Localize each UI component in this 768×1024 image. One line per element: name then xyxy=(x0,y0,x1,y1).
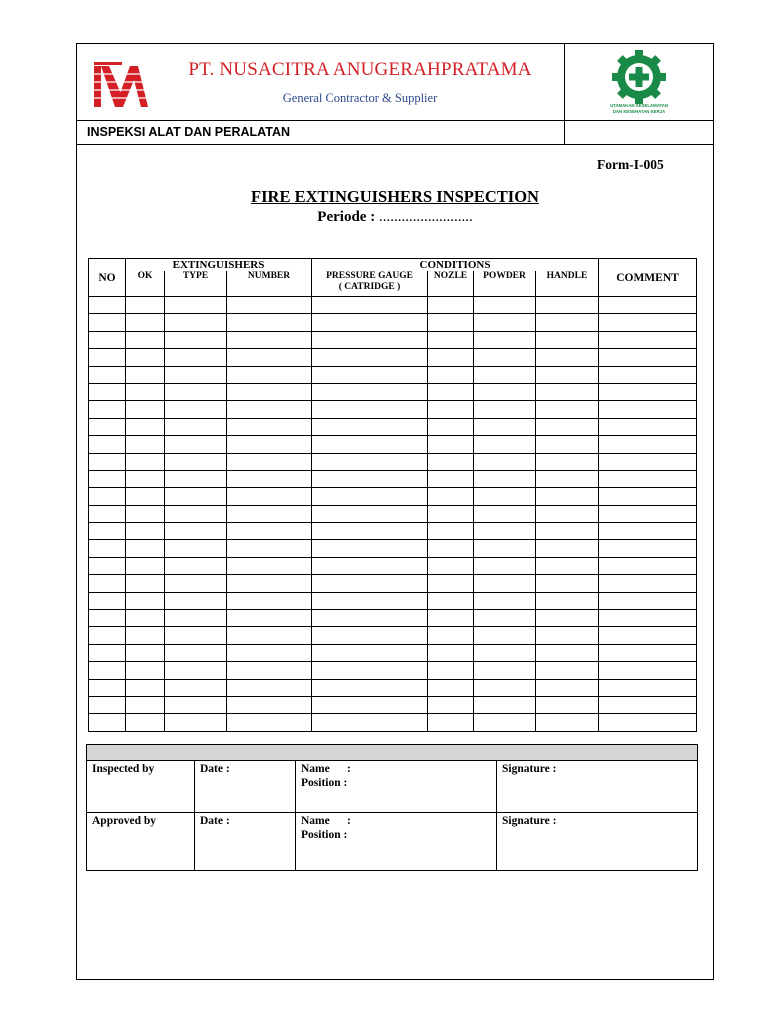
table-cell[interactable] xyxy=(165,297,227,314)
table-cell[interactable] xyxy=(599,610,697,627)
table-cell[interactable] xyxy=(227,540,312,557)
table-cell[interactable] xyxy=(536,314,599,331)
inspected-date-field[interactable] xyxy=(195,761,296,813)
signature-label: Signature : xyxy=(502,763,557,775)
table-cell[interactable] xyxy=(165,523,227,540)
table-cell[interactable] xyxy=(599,523,697,540)
position-label: Position : xyxy=(301,777,348,789)
table-row xyxy=(89,436,697,453)
table-row xyxy=(89,383,697,400)
table-cell[interactable] xyxy=(536,297,599,314)
table-row xyxy=(89,557,697,574)
table-cell[interactable] xyxy=(536,505,599,522)
table-cell[interactable] xyxy=(536,436,599,453)
table-cell[interactable] xyxy=(89,557,126,574)
company-tagline: General Contractor & Supplier xyxy=(282,91,438,105)
table-cell[interactable] xyxy=(312,557,428,574)
table-cell[interactable] xyxy=(227,314,312,331)
table-cell[interactable] xyxy=(428,297,474,314)
signoff-header-bar xyxy=(87,745,698,761)
col-number-header: NUMBER xyxy=(227,271,312,297)
table-cell[interactable] xyxy=(89,575,126,592)
name-label: Name : xyxy=(301,763,351,775)
table-cell[interactable] xyxy=(474,610,536,627)
table-cell[interactable] xyxy=(599,453,697,470)
table-cell[interactable] xyxy=(536,662,599,679)
table-cell[interactable] xyxy=(599,557,697,574)
table-cell[interactable] xyxy=(227,349,312,366)
table-cell[interactable] xyxy=(126,470,165,487)
col-no-header: NO xyxy=(89,259,126,297)
table-cell[interactable] xyxy=(89,383,126,400)
table-row xyxy=(89,662,697,679)
table-cell[interactable] xyxy=(165,679,227,696)
table-row xyxy=(89,453,697,470)
table-cell[interactable] xyxy=(599,366,697,383)
table-cell[interactable] xyxy=(428,488,474,505)
table-cell[interactable] xyxy=(227,453,312,470)
table-cell[interactable] xyxy=(428,401,474,418)
table-cell[interactable] xyxy=(227,383,312,400)
table-cell[interactable] xyxy=(536,679,599,696)
table-cell[interactable] xyxy=(599,714,697,731)
table-cell[interactable] xyxy=(165,436,227,453)
table-cell[interactable] xyxy=(312,366,428,383)
table-cell[interactable] xyxy=(474,505,536,522)
table-cell[interactable] xyxy=(89,349,126,366)
table-cell[interactable] xyxy=(312,696,428,713)
inspection-table-wrap xyxy=(88,258,697,732)
table-cell[interactable] xyxy=(474,349,536,366)
table-cell[interactable] xyxy=(89,297,126,314)
group-conditions-header: CONDITIONS xyxy=(312,259,599,272)
table-cell[interactable] xyxy=(428,314,474,331)
table-cell[interactable] xyxy=(474,557,536,574)
table-cell[interactable] xyxy=(126,679,165,696)
table-cell[interactable] xyxy=(126,297,165,314)
table-cell[interactable] xyxy=(599,575,697,592)
table-cell[interactable] xyxy=(536,331,599,348)
table-cell[interactable] xyxy=(474,436,536,453)
table-cell[interactable] xyxy=(165,349,227,366)
table-cell[interactable] xyxy=(428,418,474,435)
table-cell[interactable] xyxy=(126,366,165,383)
table-cell[interactable] xyxy=(126,610,165,627)
name-label: Name : xyxy=(301,815,351,827)
table-cell[interactable] xyxy=(474,592,536,609)
date-label: Date : xyxy=(200,763,230,775)
table-cell[interactable] xyxy=(599,470,697,487)
table-cell[interactable] xyxy=(89,366,126,383)
approved-by-label: Approved by xyxy=(87,813,195,871)
table-cell[interactable] xyxy=(165,662,227,679)
table-cell[interactable] xyxy=(599,436,697,453)
table-cell[interactable] xyxy=(227,662,312,679)
table-row xyxy=(89,297,697,314)
table-cell[interactable] xyxy=(312,505,428,522)
table-cell[interactable] xyxy=(126,505,165,522)
table-cell[interactable] xyxy=(165,557,227,574)
table-cell[interactable] xyxy=(312,592,428,609)
table-cell[interactable] xyxy=(89,505,126,522)
table-cell[interactable] xyxy=(599,401,697,418)
table-row xyxy=(89,575,697,592)
table-cell[interactable] xyxy=(536,696,599,713)
col-ok-header: OK xyxy=(126,271,165,297)
table-cell[interactable] xyxy=(126,331,165,348)
table-cell[interactable] xyxy=(312,436,428,453)
table-row xyxy=(89,366,697,383)
signoff-table xyxy=(86,744,698,871)
table-cell[interactable] xyxy=(599,418,697,435)
table-cell[interactable] xyxy=(165,453,227,470)
date-label: Date : xyxy=(200,815,230,827)
table-cell[interactable] xyxy=(312,488,428,505)
table-cell[interactable] xyxy=(599,331,697,348)
table-cell[interactable] xyxy=(126,488,165,505)
table-cell[interactable] xyxy=(312,401,428,418)
table-cell[interactable] xyxy=(312,418,428,435)
inspected-signature-field[interactable] xyxy=(497,761,698,813)
table-cell[interactable] xyxy=(126,644,165,661)
table-cell[interactable] xyxy=(428,662,474,679)
table-cell[interactable] xyxy=(428,366,474,383)
table-cell[interactable] xyxy=(474,662,536,679)
table-cell[interactable] xyxy=(536,523,599,540)
table-cell[interactable] xyxy=(599,297,697,314)
table-cell[interactable] xyxy=(165,366,227,383)
table-cell[interactable] xyxy=(599,488,697,505)
table-cell[interactable] xyxy=(126,401,165,418)
table-cell[interactable] xyxy=(474,696,536,713)
table-cell[interactable] xyxy=(312,679,428,696)
inspection-table xyxy=(88,258,697,732)
position-label: Position : xyxy=(301,829,348,841)
table-cell[interactable] xyxy=(312,644,428,661)
table-cell[interactable] xyxy=(599,505,697,522)
table-cell[interactable] xyxy=(89,627,126,644)
table-cell[interactable] xyxy=(126,696,165,713)
table-cell[interactable] xyxy=(165,488,227,505)
table-cell[interactable] xyxy=(536,627,599,644)
table-row xyxy=(89,540,697,557)
table-cell[interactable] xyxy=(126,557,165,574)
table-cell[interactable] xyxy=(536,366,599,383)
form-page xyxy=(76,43,714,980)
table-cell[interactable] xyxy=(227,610,312,627)
table-cell[interactable] xyxy=(428,557,474,574)
table-cell[interactable] xyxy=(165,401,227,418)
col-powder-header: POWDER xyxy=(474,271,536,297)
table-cell[interactable] xyxy=(89,540,126,557)
signoff-block xyxy=(86,744,698,871)
table-cell[interactable] xyxy=(428,470,474,487)
table-cell[interactable] xyxy=(227,331,312,348)
table-row xyxy=(89,679,697,696)
table-row xyxy=(89,349,697,366)
table-cell[interactable] xyxy=(165,627,227,644)
table-cell[interactable] xyxy=(89,679,126,696)
k3-logo-text-2: DAN KESEHATAN KERJA xyxy=(612,109,666,114)
col-handle-header: HANDLE xyxy=(536,271,599,297)
table-cell[interactable] xyxy=(474,331,536,348)
table-cell[interactable] xyxy=(312,662,428,679)
table-cell[interactable] xyxy=(165,314,227,331)
table-cell[interactable] xyxy=(227,488,312,505)
table-cell[interactable] xyxy=(126,627,165,644)
table-cell[interactable] xyxy=(227,714,312,731)
table-cell[interactable] xyxy=(474,401,536,418)
table-cell[interactable] xyxy=(312,610,428,627)
table-cell[interactable] xyxy=(312,314,428,331)
table-cell[interactable] xyxy=(428,349,474,366)
table-cell[interactable] xyxy=(428,575,474,592)
table-cell[interactable] xyxy=(227,644,312,661)
table-cell[interactable] xyxy=(474,644,536,661)
table-cell[interactable] xyxy=(126,314,165,331)
table-cell[interactable] xyxy=(428,540,474,557)
form-title: FIRE EXTINGUISHERS INSPECTION xyxy=(251,187,539,206)
table-cell[interactable] xyxy=(536,644,599,661)
table-cell[interactable] xyxy=(474,297,536,314)
table-cell[interactable] xyxy=(428,679,474,696)
table-cell[interactable] xyxy=(428,714,474,731)
table-cell[interactable] xyxy=(312,714,428,731)
table-cell[interactable] xyxy=(536,470,599,487)
table-cell[interactable] xyxy=(599,383,697,400)
table-cell[interactable] xyxy=(89,314,126,331)
approved-date-field[interactable] xyxy=(195,813,296,871)
table-cell[interactable] xyxy=(474,627,536,644)
table-cell[interactable] xyxy=(599,314,697,331)
table-cell[interactable] xyxy=(599,644,697,661)
table-cell[interactable] xyxy=(227,627,312,644)
table-cell[interactable] xyxy=(536,592,599,609)
table-cell[interactable] xyxy=(474,314,536,331)
table-cell[interactable] xyxy=(227,470,312,487)
table-row xyxy=(89,627,697,644)
table-cell[interactable] xyxy=(474,418,536,435)
table-cell[interactable] xyxy=(89,610,126,627)
table-cell[interactable] xyxy=(536,610,599,627)
table-cell[interactable] xyxy=(227,523,312,540)
table-row xyxy=(89,714,697,731)
col-type-header: TYPE xyxy=(165,271,227,297)
table-cell[interactable] xyxy=(428,523,474,540)
table-cell[interactable] xyxy=(165,714,227,731)
table-cell[interactable] xyxy=(89,453,126,470)
table-cell[interactable] xyxy=(474,366,536,383)
table-cell[interactable] xyxy=(428,696,474,713)
company-name: PT. NUSACITRA ANUGERAHPRATAMA xyxy=(188,59,532,80)
table-cell[interactable] xyxy=(227,418,312,435)
table-cell[interactable] xyxy=(165,644,227,661)
table-cell[interactable] xyxy=(227,401,312,418)
table-cell[interactable] xyxy=(227,679,312,696)
table-cell[interactable] xyxy=(474,470,536,487)
k3-logo-text-1: UTAMAKAN KESELAMATAN xyxy=(609,103,668,108)
table-cell[interactable] xyxy=(165,331,227,348)
table-cell[interactable] xyxy=(599,662,697,679)
table-cell[interactable] xyxy=(536,453,599,470)
inspected-by-label: Inspected by xyxy=(87,761,195,813)
table-cell[interactable] xyxy=(428,331,474,348)
table-row xyxy=(89,314,697,331)
table-cell[interactable] xyxy=(312,349,428,366)
table-cell[interactable] xyxy=(126,383,165,400)
table-cell[interactable] xyxy=(312,470,428,487)
table-row xyxy=(89,644,697,661)
table-cell[interactable] xyxy=(89,470,126,487)
table-cell[interactable] xyxy=(599,696,697,713)
table-cell[interactable] xyxy=(536,418,599,435)
table-cell[interactable] xyxy=(89,401,126,418)
table-cell[interactable] xyxy=(227,575,312,592)
table-cell[interactable] xyxy=(165,696,227,713)
table-cell[interactable] xyxy=(227,436,312,453)
table-cell[interactable] xyxy=(165,505,227,522)
table-row xyxy=(89,610,697,627)
table-cell[interactable] xyxy=(312,331,428,348)
table-cell[interactable] xyxy=(126,523,165,540)
table-cell[interactable] xyxy=(474,453,536,470)
table-cell[interactable] xyxy=(126,453,165,470)
table-cell[interactable] xyxy=(428,644,474,661)
table-cell[interactable] xyxy=(599,349,697,366)
table-cell[interactable] xyxy=(126,349,165,366)
table-cell[interactable] xyxy=(165,470,227,487)
col-nozle-header: NOZLE xyxy=(428,271,474,297)
table-row xyxy=(89,592,697,609)
table-cell[interactable] xyxy=(536,714,599,731)
table-cell[interactable] xyxy=(474,540,536,557)
table-row xyxy=(89,470,697,487)
table-cell[interactable] xyxy=(599,627,697,644)
table-cell[interactable] xyxy=(599,679,697,696)
table-cell[interactable] xyxy=(126,540,165,557)
table-cell[interactable] xyxy=(126,592,165,609)
table-cell[interactable] xyxy=(312,575,428,592)
periode-line xyxy=(77,209,713,226)
table-cell[interactable] xyxy=(599,592,697,609)
table-cell[interactable] xyxy=(474,488,536,505)
table-cell[interactable] xyxy=(165,418,227,435)
letterhead xyxy=(77,44,713,121)
table-cell[interactable] xyxy=(126,436,165,453)
table-cell[interactable] xyxy=(474,523,536,540)
inspected-name-position-field[interactable] xyxy=(296,761,497,813)
table-cell[interactable] xyxy=(227,505,312,522)
section-title: INSPEKSI ALAT DAN PERALATAN xyxy=(87,125,291,139)
table-row xyxy=(89,331,697,348)
group-extinguishers-header: EXTINGUISHERS xyxy=(126,259,312,272)
table-cell[interactable] xyxy=(165,592,227,609)
table-cell[interactable] xyxy=(126,662,165,679)
table-cell[interactable] xyxy=(536,349,599,366)
table-cell[interactable] xyxy=(474,575,536,592)
table-cell[interactable] xyxy=(312,540,428,557)
table-cell[interactable] xyxy=(536,575,599,592)
table-cell[interactable] xyxy=(428,627,474,644)
periode-value: ......................... xyxy=(378,209,473,225)
table-cell[interactable] xyxy=(428,383,474,400)
table-cell[interactable] xyxy=(227,592,312,609)
table-cell[interactable] xyxy=(89,488,126,505)
table-cell[interactable] xyxy=(428,592,474,609)
col-comment-header: COMMENT xyxy=(599,259,697,297)
signature-label: Signature : xyxy=(502,815,557,827)
table-cell[interactable] xyxy=(227,557,312,574)
table-cell[interactable] xyxy=(536,401,599,418)
approved-name-position-field[interactable] xyxy=(296,813,497,871)
table-cell[interactable] xyxy=(312,297,428,314)
table-cell[interactable] xyxy=(536,540,599,557)
table-cell[interactable] xyxy=(165,383,227,400)
table-row xyxy=(89,488,697,505)
table-cell[interactable] xyxy=(165,540,227,557)
table-cell[interactable] xyxy=(89,331,126,348)
table-cell[interactable] xyxy=(536,557,599,574)
table-cell[interactable] xyxy=(126,418,165,435)
table-cell[interactable] xyxy=(89,644,126,661)
table-cell[interactable] xyxy=(428,610,474,627)
table-cell[interactable] xyxy=(89,436,126,453)
table-cell[interactable] xyxy=(89,592,126,609)
table-cell[interactable] xyxy=(474,383,536,400)
inspection-rows xyxy=(89,297,697,732)
table-cell[interactable] xyxy=(126,714,165,731)
table-row xyxy=(89,401,697,418)
table-row xyxy=(89,505,697,522)
table-cell[interactable] xyxy=(165,610,227,627)
approved-signature-field[interactable] xyxy=(497,813,698,871)
table-cell[interactable] xyxy=(428,505,474,522)
table-cell[interactable] xyxy=(227,696,312,713)
table-cell[interactable] xyxy=(428,453,474,470)
table-cell[interactable] xyxy=(312,453,428,470)
table-cell[interactable] xyxy=(312,627,428,644)
table-row xyxy=(89,523,697,540)
table-cell[interactable] xyxy=(428,436,474,453)
table-cell[interactable] xyxy=(536,488,599,505)
periode-label: Periode : xyxy=(317,209,376,225)
table-cell[interactable] xyxy=(126,575,165,592)
col-pressure-gauge-header: PRESSURE GAUGE ( CATRIDGE ) xyxy=(312,271,428,297)
table-cell[interactable] xyxy=(165,575,227,592)
table-cell[interactable] xyxy=(89,662,126,679)
table-cell[interactable] xyxy=(89,523,126,540)
table-cell[interactable] xyxy=(312,383,428,400)
table-cell[interactable] xyxy=(227,297,312,314)
form-number: Form-I-005 xyxy=(597,157,664,172)
table-cell[interactable] xyxy=(536,383,599,400)
table-row xyxy=(89,418,697,435)
section-bar xyxy=(77,120,713,145)
table-cell[interactable] xyxy=(89,714,126,731)
table-cell[interactable] xyxy=(89,418,126,435)
table-cell[interactable] xyxy=(599,540,697,557)
table-row xyxy=(89,696,697,713)
table-cell[interactable] xyxy=(89,696,126,713)
company-logo xyxy=(92,60,150,108)
table-cell[interactable] xyxy=(474,679,536,696)
table-cell[interactable] xyxy=(474,714,536,731)
table-cell[interactable] xyxy=(227,366,312,383)
table-cell[interactable] xyxy=(312,523,428,540)
